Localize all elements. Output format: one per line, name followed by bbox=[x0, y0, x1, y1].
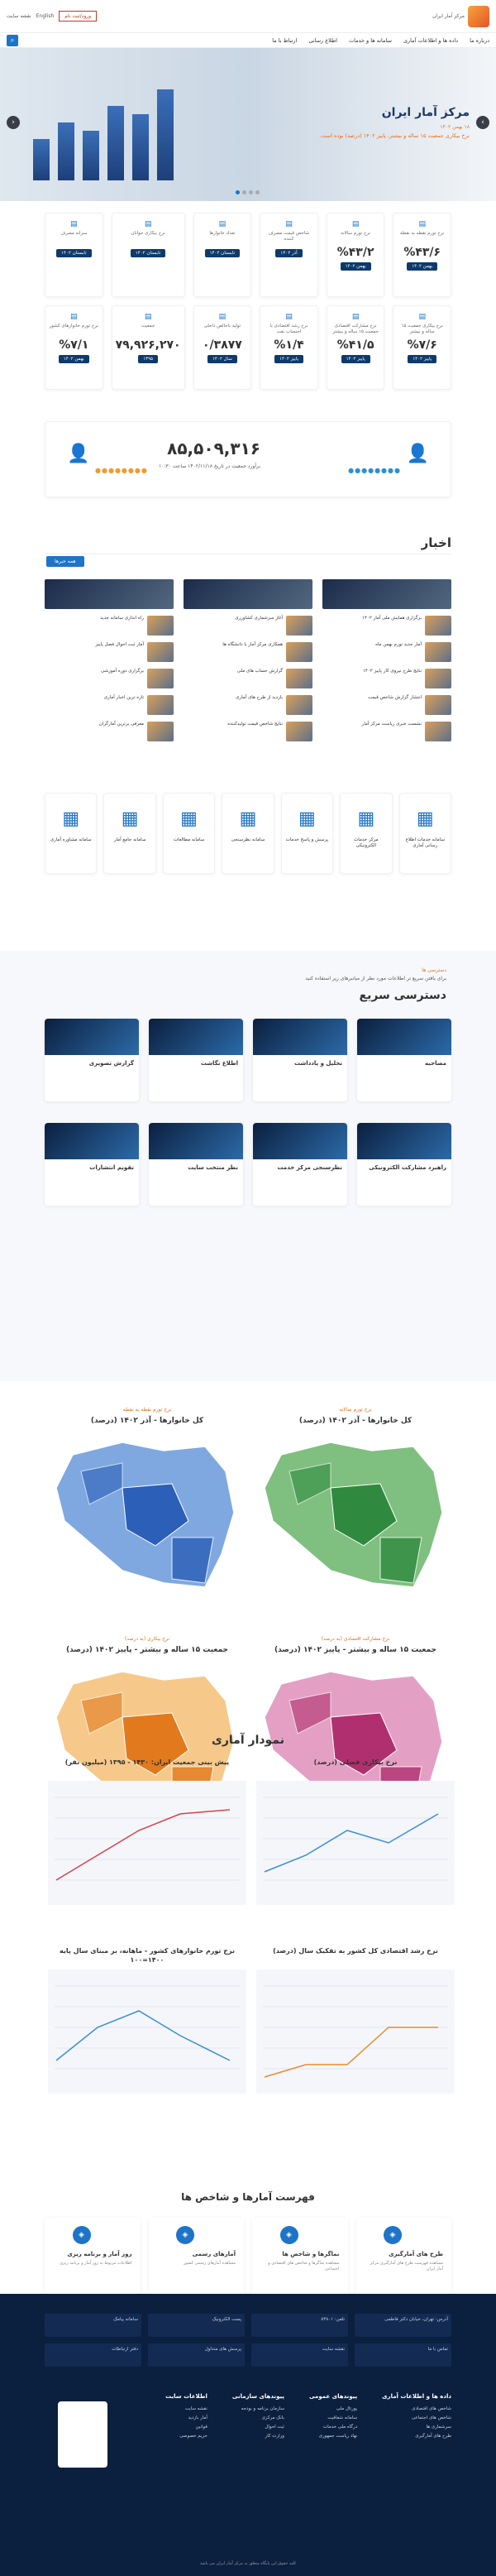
news-thumbnail bbox=[286, 695, 312, 715]
news-featured-image[interactable] bbox=[322, 579, 451, 609]
stat-period: پاییز ۱۴۰۲ bbox=[341, 355, 370, 363]
footer-link[interactable]: حریم خصوصی bbox=[179, 2434, 207, 2439]
news-headline: نتایج طرح نیروی کار پاییز ۱۴۰۲ bbox=[362, 669, 422, 674]
service-icon: ▦ bbox=[357, 808, 375, 829]
services-grid bbox=[45, 793, 451, 874]
stat-card[interactable] bbox=[260, 213, 318, 297]
stat-period: بهمن ۱۴۰۲ bbox=[341, 262, 371, 271]
footer-link[interactable]: شاخص های اقتصادی bbox=[412, 2406, 451, 2411]
index-icon: ◈ bbox=[384, 2226, 402, 2244]
news-headline: راه اندازی سامانه جدید bbox=[100, 616, 144, 621]
news-thumbnail bbox=[147, 669, 174, 688]
footer-link[interactable]: بانک مرکزی bbox=[261, 2415, 284, 2420]
footer-link[interactable]: سازمان برنامه و بودجه bbox=[241, 2406, 284, 2411]
footer-column bbox=[382, 2393, 451, 2441]
news-headline: آغاز سرشماری کشاورزی bbox=[235, 616, 283, 621]
stat-value: %۴۳/۲ bbox=[336, 246, 374, 259]
quick-access-image bbox=[149, 1019, 243, 1055]
news-thumbnail bbox=[147, 722, 174, 741]
stat-label: نرخ بیکاری جوانان bbox=[131, 231, 165, 236]
news-headline: آمار ثبت احوال فصل پاییز bbox=[95, 642, 144, 647]
quick-access-card[interactable] bbox=[253, 1123, 347, 1206]
index-card-desc: مشاهده فهرست طرح های آمارگیری مرکز آمار ایران bbox=[370, 2261, 443, 2271]
chart-icon: ▤ bbox=[70, 220, 78, 228]
footer-column bbox=[309, 2393, 357, 2441]
chart-title: نرخ تورم خانوارهای کشور - ماهانه، بر مبنای سال پایه ۱۴۰۰=۱۰۰ bbox=[60, 1947, 235, 1964]
stat-period: بهمن ۱۴۰۲ bbox=[59, 355, 89, 363]
nav-data[interactable]: داده ها و اطلاعات آماری bbox=[403, 36, 459, 44]
footer-link[interactable]: سرشماری ها bbox=[426, 2425, 451, 2430]
news-item[interactable] bbox=[184, 695, 312, 715]
service-label: پرسش و پاسخ خدمات bbox=[285, 837, 329, 842]
service-label: سامانه مطالعات bbox=[173, 837, 205, 842]
map-title: کل خانوارها - آذر ۱۴۰۲ (درصد) bbox=[298, 1417, 413, 1425]
quick-access-card[interactable] bbox=[357, 1019, 451, 1101]
stats-grid bbox=[0, 201, 496, 390]
footer-column-title: پیوندهای سازمانی bbox=[231, 2393, 284, 2400]
news-headline: برگزاری همایش ملی آمار ۱۴۰۲ bbox=[362, 616, 422, 621]
news-item[interactable] bbox=[322, 695, 451, 715]
map-label: نرخ بیکاری (به درصد) bbox=[124, 1636, 170, 1642]
stat-label: تولید ناخالص داخلی bbox=[203, 324, 241, 329]
hero-title: مرکز آمار ایران bbox=[381, 106, 470, 119]
footer-link[interactable]: درگاه ملی خدمات bbox=[322, 2425, 358, 2430]
sitemap-link[interactable]: نقشه سایت bbox=[7, 13, 31, 19]
chart-icon: ▤ bbox=[285, 313, 293, 321]
slider-dot[interactable] bbox=[249, 190, 253, 194]
all-news-button[interactable]: همه خبرها bbox=[46, 556, 84, 567]
footer-link[interactable]: شاخص های اجتماعی bbox=[411, 2415, 451, 2420]
footer-info-box[interactable]: پرسش های متداول bbox=[148, 2343, 245, 2367]
news-column bbox=[322, 579, 451, 741]
map-label: نرخ تورم نقطه به نقطه bbox=[122, 1407, 172, 1413]
line-chart[interactable] bbox=[256, 1781, 455, 1905]
map-title: جمعیت ۱۵ ساله و بیشتر - پاییز ۱۴۰۲ (درصد) bbox=[65, 1646, 229, 1654]
nav-services[interactable]: سامانه ها و خدمات bbox=[348, 36, 392, 44]
footer-link[interactable]: آمار بازدید bbox=[188, 2415, 207, 2420]
footer-link[interactable]: قوانین bbox=[195, 2425, 207, 2430]
service-icon: ▦ bbox=[239, 808, 257, 829]
nav-news[interactable]: اطلاع رسانی bbox=[308, 36, 337, 44]
service-icon: ▦ bbox=[180, 808, 198, 829]
map-title: جمعیت ۱۵ ساله و بیشتر - پاییز ۱۴۰۲ (درصد) bbox=[274, 1646, 437, 1654]
news-grid bbox=[45, 579, 451, 741]
index-title: فهرست آمارها و شاخص ها bbox=[181, 2191, 315, 2203]
news-headline: آمار جدید تورم بهمن ماه bbox=[375, 642, 422, 647]
male-people-icon: ●●●●●●●● bbox=[348, 467, 401, 474]
service-card[interactable] bbox=[281, 793, 333, 874]
stat-value: %۷/۱ bbox=[59, 338, 89, 352]
slider-dots bbox=[236, 190, 260, 194]
chart-icon: ▤ bbox=[285, 220, 293, 228]
news-thumbnail bbox=[425, 695, 451, 715]
news-item[interactable] bbox=[45, 669, 174, 688]
news-thumbnail bbox=[147, 616, 174, 636]
footer-column bbox=[232, 2393, 284, 2441]
quick-access-image bbox=[253, 1123, 347, 1159]
slider-next-button[interactable]: › bbox=[476, 116, 489, 129]
news-item[interactable] bbox=[45, 616, 174, 636]
chart-icon: ▤ bbox=[218, 313, 227, 321]
index-card-desc: مشاهده آمارهای رسمی کشور bbox=[184, 2261, 236, 2266]
news-headline: گزارش حساب های ملی bbox=[236, 669, 283, 674]
news-item[interactable] bbox=[322, 669, 451, 688]
stat-card[interactable] bbox=[112, 213, 185, 297]
footer-column-title: داده ها و اطلاعات آماری bbox=[382, 2393, 451, 2400]
footer-link[interactable]: طرح های آمارگیری bbox=[415, 2434, 451, 2439]
map-label: نرخ تورم سالانه bbox=[339, 1407, 372, 1413]
quick-access-card[interactable] bbox=[45, 1123, 139, 1206]
quick-access-image bbox=[45, 1019, 139, 1055]
quick-access-image bbox=[149, 1123, 243, 1159]
hero-image bbox=[33, 81, 198, 180]
service-label: سامانه نظرسنجی bbox=[231, 837, 265, 842]
service-card[interactable] bbox=[340, 793, 392, 874]
service-icon: ▦ bbox=[121, 808, 139, 829]
slider-dot[interactable] bbox=[255, 190, 260, 194]
quick-access-desc: برای یافتن سریع تر اطلاعات مورد نظر از میانبرهای زیر استفاده کنید bbox=[305, 976, 446, 981]
search-icon: ⌕ bbox=[10, 36, 15, 44]
chart-icon: ▤ bbox=[351, 313, 360, 321]
quick-access-label: راهبرد مشارکت الکترونیکی bbox=[369, 1164, 446, 1171]
stat-period: تابستان ۱۴۰۲ bbox=[205, 249, 241, 257]
news-headline: نتایج شاخص قیمت تولیدکننده bbox=[227, 722, 283, 727]
stat-card[interactable] bbox=[327, 213, 385, 297]
news-headline: انتشار گزارش شاخص قیمت bbox=[367, 695, 422, 700]
news-title: اخبار bbox=[45, 535, 451, 554]
quick-access-sub: دسترسی ها bbox=[422, 967, 446, 973]
population-counter bbox=[45, 421, 451, 497]
chart-title: نرخ بیکاری فصلی (درصد) bbox=[313, 1758, 398, 1766]
stat-label: نرخ تورم سالانه bbox=[341, 231, 371, 236]
news-headline: همکاری مرکز آمار با دانشگاه ها bbox=[222, 642, 283, 647]
quick-access-label: تحلیل و یادداشت bbox=[294, 1060, 342, 1067]
service-label: سامانه خدمات اطلاع رسانی آماری bbox=[405, 837, 445, 848]
index-card-title: نماگرها و شاخص ها bbox=[282, 2251, 340, 2257]
chart-icon: ▤ bbox=[351, 220, 360, 228]
news-item[interactable] bbox=[45, 722, 174, 741]
stat-period: سال ۱۴۰۲ bbox=[207, 355, 237, 363]
footer-link[interactable]: نقشه سایت bbox=[184, 2406, 207, 2411]
index-icon: ◈ bbox=[176, 2226, 194, 2244]
footer-info-box[interactable]: تلفن: ۸۳۸۰۱ bbox=[251, 2314, 348, 2337]
news-item[interactable] bbox=[45, 642, 174, 662]
news-item[interactable] bbox=[322, 722, 451, 741]
service-label: مرکز خدمات الکترونیکی bbox=[354, 837, 379, 848]
quick-access-card[interactable] bbox=[149, 1123, 243, 1206]
main-nav bbox=[0, 33, 496, 48]
map-label: نرخ مشارکت اقتصادی (به درصد) bbox=[321, 1636, 390, 1642]
news-featured-image[interactable] bbox=[45, 579, 174, 609]
copyright: کلیه حقوق این پایگاه متعلق به مرکز آمار ایران می باشد bbox=[199, 2561, 297, 2566]
female-person-icon: 👤 bbox=[67, 444, 90, 464]
news-headline: تازه ترین اخبار آماری bbox=[103, 695, 144, 700]
footer-column-title: اطلاعات سایت bbox=[165, 2393, 207, 2400]
quick-access-label: مصاحبه bbox=[424, 1060, 446, 1067]
chart-icon: ▤ bbox=[144, 313, 152, 321]
quick-access-label: گزارش تصویری bbox=[88, 1060, 134, 1067]
search-button[interactable] bbox=[7, 35, 18, 46]
news-thumbnail bbox=[425, 642, 451, 662]
slider-prev-button[interactable]: ‹ bbox=[7, 116, 20, 129]
news-item[interactable] bbox=[184, 722, 312, 741]
lang-link[interactable]: English bbox=[36, 13, 55, 19]
stat-label: تعداد خانوارها bbox=[209, 231, 236, 236]
news-item[interactable] bbox=[45, 695, 174, 715]
index-card[interactable] bbox=[45, 2218, 141, 2300]
stat-card[interactable] bbox=[193, 305, 252, 390]
news-thumbnail bbox=[286, 642, 312, 662]
stat-card[interactable] bbox=[112, 305, 185, 390]
stat-value: %۴۱/۵ bbox=[336, 338, 374, 352]
service-card[interactable] bbox=[222, 793, 274, 874]
quick-access-image bbox=[357, 1123, 451, 1159]
quick-access-image bbox=[357, 1019, 451, 1055]
news-headline: برگزاری دوره آموزشی bbox=[100, 669, 144, 674]
index-card[interactable] bbox=[149, 2218, 245, 2300]
news-headline: نشست خبری ریاست مرکز آمار bbox=[361, 722, 422, 727]
stat-value: %۴۳/۶ bbox=[403, 246, 441, 259]
quick-access-label: نظرسنجی مرکز خدمت bbox=[277, 1164, 342, 1171]
female-people-icon: ●●●●●●●● bbox=[95, 467, 148, 474]
stat-label: نرخ رشد اقتصادی با احتساب نفت bbox=[269, 324, 308, 334]
news-thumbnail bbox=[425, 669, 451, 688]
topbar bbox=[0, 0, 496, 33]
logo-text: مرکز آمار ایران bbox=[432, 12, 465, 19]
login-button[interactable]: ورود/ثبت نام bbox=[59, 11, 97, 22]
stat-period: بهمن ۱۴۰۲ bbox=[407, 262, 437, 271]
index-card-title: آمارهای رسمی bbox=[192, 2251, 236, 2257]
stat-period: پاییز ۱۴۰۲ bbox=[274, 355, 303, 363]
service-card[interactable] bbox=[399, 793, 451, 874]
stat-label: نرخ مشارکت اقتصادی جمعیت ۱۵ ساله و بیشتر bbox=[332, 324, 379, 334]
index-icon: ◈ bbox=[280, 2226, 298, 2244]
line-chart[interactable] bbox=[48, 1781, 246, 1905]
chart-title: پیش بینی جمعیت ایران: ۱۴۳۰ - ۱۳۹۵ (میلیون نفر) bbox=[64, 1758, 230, 1766]
stat-label: جمعیت bbox=[141, 324, 155, 329]
stat-label: شاخص قیمت مصرف کننده bbox=[268, 231, 310, 242]
logo-icon bbox=[468, 6, 489, 27]
news-column bbox=[45, 579, 174, 741]
stat-card[interactable] bbox=[393, 305, 451, 390]
footer bbox=[0, 2294, 496, 2576]
chart-icon: ▤ bbox=[418, 313, 426, 321]
line-chart[interactable] bbox=[48, 1969, 246, 2094]
quick-access bbox=[0, 951, 496, 1381]
footer-info-box[interactable]: دفتر ارتباطات bbox=[45, 2343, 141, 2367]
news-thumbnail bbox=[425, 616, 451, 636]
footer-info-box[interactable]: سامانه پیامک bbox=[45, 2314, 141, 2337]
index-card[interactable] bbox=[356, 2218, 452, 2300]
news-thumbnail bbox=[147, 695, 174, 715]
quick-access-image bbox=[45, 1123, 139, 1159]
service-icon: ▦ bbox=[62, 808, 80, 829]
news-column bbox=[184, 579, 312, 741]
news-thumbnail bbox=[286, 722, 312, 741]
logo[interactable] bbox=[432, 6, 489, 27]
index-card-title: طرح های آمارگیری bbox=[389, 2251, 443, 2257]
slider-dot[interactable] bbox=[242, 190, 246, 194]
footer-link[interactable]: وزارت کار bbox=[265, 2434, 284, 2439]
footer-link[interactable]: سامانه شفافیت bbox=[327, 2415, 358, 2420]
stat-label: نرخ تورم نقطه به نقطه bbox=[399, 231, 445, 236]
quick-access-label: اطلاع نگاشت bbox=[200, 1060, 238, 1067]
stat-value: %۱/۴ bbox=[274, 338, 304, 352]
stat-period: آذر ۱۴۰۲ bbox=[275, 249, 302, 257]
service-card[interactable] bbox=[103, 793, 155, 874]
quick-access-label: تقویم انتشارات bbox=[89, 1164, 134, 1171]
quick-access-card[interactable] bbox=[45, 1019, 139, 1101]
service-icon: ▦ bbox=[416, 808, 434, 829]
index-card-desc: اطلاعات مربوط به روز آمار و برنامه ریزی bbox=[60, 2261, 132, 2266]
quick-access-label: نظر منتخب سایت bbox=[188, 1164, 238, 1171]
slider-dot-active[interactable] bbox=[236, 190, 240, 194]
index-card-title: روز آمار و برنامه ریزی bbox=[67, 2251, 132, 2257]
news-item[interactable] bbox=[184, 642, 312, 662]
charts-title: نمودار آماری bbox=[212, 1734, 284, 1747]
population-caption: برآورد جمعیت در تاریخ ۱۴۰۲/۱۱/۱۸ ساعت ۱۰:۳۰ bbox=[159, 463, 260, 469]
news-item[interactable] bbox=[322, 642, 451, 662]
service-label: سامانه جامع آمار bbox=[113, 837, 146, 842]
news-item[interactable] bbox=[322, 616, 451, 636]
footer-info-box[interactable]: آدرس: تهران، خیابان دکتر فاطمی bbox=[355, 2314, 451, 2337]
news-featured-image[interactable] bbox=[184, 579, 312, 609]
footer-link[interactable]: نهاد ریاست جمهوری bbox=[318, 2434, 358, 2439]
service-label: سامانه مشاوره آماری bbox=[50, 837, 92, 842]
hero-subtitle[interactable]: نرخ بیکاری جمعیت ۱۵ ساله و بیشتر، پاییز ۱۴۰۲ (درصد) بوده است. bbox=[319, 132, 470, 139]
quick-access-card[interactable] bbox=[253, 1019, 347, 1101]
stat-card[interactable] bbox=[193, 213, 252, 297]
population-value: ۸۵,۵۰۹,۳۱۶ bbox=[167, 439, 260, 458]
news-thumbnail bbox=[425, 722, 451, 741]
male-person-icon: 👤 bbox=[406, 444, 429, 464]
stat-card[interactable] bbox=[260, 305, 318, 390]
stat-period: تابستان ۱۴۰۲ bbox=[56, 249, 92, 257]
trust-seal[interactable] bbox=[58, 2401, 107, 2468]
news-thumbnail bbox=[147, 642, 174, 662]
stat-label: سرانه مصرف bbox=[60, 231, 88, 236]
hero-slider bbox=[0, 48, 496, 201]
stat-card[interactable] bbox=[45, 213, 103, 297]
quick-access-image bbox=[253, 1019, 347, 1055]
footer-column bbox=[165, 2393, 207, 2441]
news-item[interactable] bbox=[184, 616, 312, 636]
news-headline: معرفی برترین آمارگران bbox=[98, 722, 144, 727]
index-card-desc: مشاهده نماگرها و شاخص های اقتصادی و اجتماعی bbox=[268, 2261, 340, 2271]
footer-info-box[interactable]: پست الکترونیک bbox=[148, 2314, 245, 2337]
chart-icon: ▤ bbox=[70, 313, 78, 321]
index-grid bbox=[45, 2218, 451, 2300]
stat-card[interactable] bbox=[45, 305, 103, 390]
chart-icon: ▤ bbox=[144, 220, 152, 228]
stat-value: %۷/۶ bbox=[407, 338, 437, 352]
news-thumbnail bbox=[286, 669, 312, 688]
stat-value: ۰/۳۸۷۷ bbox=[202, 338, 242, 352]
news-thumbnail bbox=[286, 616, 312, 636]
footer-link[interactable]: پورتال ملی bbox=[336, 2406, 358, 2411]
stat-card[interactable] bbox=[327, 305, 385, 390]
index-icon: ◈ bbox=[73, 2226, 91, 2244]
service-card[interactable] bbox=[163, 793, 215, 874]
quick-access-title: دسترسی سریع bbox=[359, 989, 446, 1002]
chart-icon: ▤ bbox=[218, 220, 227, 228]
footer-column-title: پیوندهای عمومی bbox=[308, 2393, 358, 2400]
stat-period: ۱۳۹۵ bbox=[138, 355, 158, 363]
service-icon: ▦ bbox=[298, 808, 316, 829]
hero-date: ۱۸ بهمن ۱۴۰۲ bbox=[440, 124, 470, 130]
footer-link[interactable]: ثبت احوال bbox=[265, 2425, 284, 2430]
stat-period: پاییز ۱۴۰۲ bbox=[408, 355, 436, 363]
stat-value: ۷۹,۹۲۶,۲۷۰ bbox=[115, 338, 181, 352]
line-chart[interactable] bbox=[256, 1969, 455, 2094]
iran-map[interactable] bbox=[48, 1438, 246, 1595]
map-title: کل خانوارها - آذر ۱۴۰۲ (درصد) bbox=[90, 1417, 204, 1425]
nav-about[interactable]: درباره ما bbox=[470, 36, 489, 44]
news-headline: بازدید از طرح های آماری bbox=[236, 695, 283, 700]
chart-icon: ▤ bbox=[418, 220, 426, 228]
nav-contact[interactable]: ارتباط با ما bbox=[272, 36, 298, 44]
service-card[interactable] bbox=[45, 793, 97, 874]
quick-access-card[interactable] bbox=[149, 1019, 243, 1101]
iran-map[interactable] bbox=[256, 1438, 455, 1595]
footer-info-box[interactable]: تماس با ما bbox=[355, 2343, 451, 2367]
stat-card[interactable] bbox=[393, 213, 451, 297]
stat-label: نرخ تورم خانوارهای کشور bbox=[49, 324, 98, 329]
index-card[interactable] bbox=[252, 2218, 348, 2300]
news-item[interactable] bbox=[184, 669, 312, 688]
stat-label: نرخ بیکاری جمعیت ۱۵ ساله و بیشتر bbox=[401, 324, 443, 334]
footer-info-box[interactable]: نقشه سایت bbox=[251, 2343, 348, 2367]
quick-access-card[interactable] bbox=[357, 1123, 451, 1206]
chart-title: نرخ رشد اقتصادی کل کشور به تفکیک سال (درصد) bbox=[273, 1947, 438, 1955]
stat-period: تابستان ۱۴۰۲ bbox=[131, 249, 166, 257]
